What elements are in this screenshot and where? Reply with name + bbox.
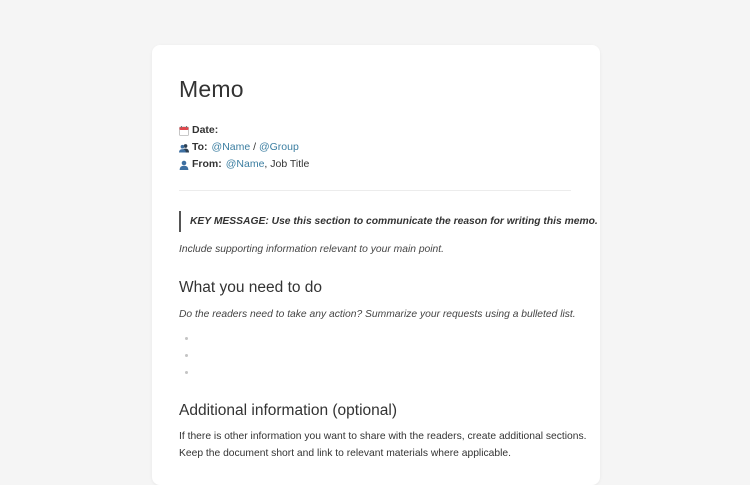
calendar-icon <box>179 126 189 136</box>
memo-meta <box>179 122 574 173</box>
to-label: To: <box>192 141 208 153</box>
actions-prompt[interactable]: Do the readers need to take any action? Summarize your requests using a bulleted list. <box>179 309 576 320</box>
additional-info-line1: If there is other information you want to share with the readers, create additional sections. <box>179 431 587 442</box>
memo-card <box>152 45 600 485</box>
list-item[interactable] <box>179 347 574 364</box>
divider <box>179 190 571 191</box>
to-name-mention[interactable]: @Name <box>211 141 251 153</box>
bullet-dot-icon <box>185 371 188 374</box>
people-icon <box>179 143 189 153</box>
meta-from-row[interactable] <box>179 156 574 173</box>
section-heading-actions[interactable]: What you need to do <box>179 279 323 296</box>
bullet-dot-icon <box>185 337 188 340</box>
to-group-mention[interactable]: @Group <box>258 141 299 153</box>
from-name-mention[interactable]: @Name <box>225 158 265 170</box>
memo-content <box>179 73 598 462</box>
meta-to-row[interactable] <box>179 139 574 156</box>
page-title[interactable]: Memo <box>179 76 244 102</box>
supporting-text[interactable]: Include supporting information relevant to your main point. <box>179 244 445 255</box>
additional-info-line2: Keep the document short and link to relevant materials where applicable. <box>179 448 511 459</box>
list-item[interactable] <box>179 330 574 347</box>
meta-date-row[interactable] <box>179 122 574 139</box>
bullet-dot-icon <box>185 354 188 357</box>
bulleted-list <box>179 330 574 381</box>
section-heading-additional[interactable]: Additional information (optional) <box>179 402 397 419</box>
date-label: Date: <box>192 124 219 136</box>
additional-info-text[interactable] <box>179 428 587 462</box>
person-icon <box>179 160 189 170</box>
from-label: From: <box>192 158 222 170</box>
to-separator: / <box>250 141 259 153</box>
list-item[interactable] <box>179 364 574 381</box>
key-message-callout[interactable]: KEY MESSAGE: Use this section to communicate the reason for writing this memo. <box>179 211 574 232</box>
from-job-title: , Job Title <box>264 158 310 170</box>
